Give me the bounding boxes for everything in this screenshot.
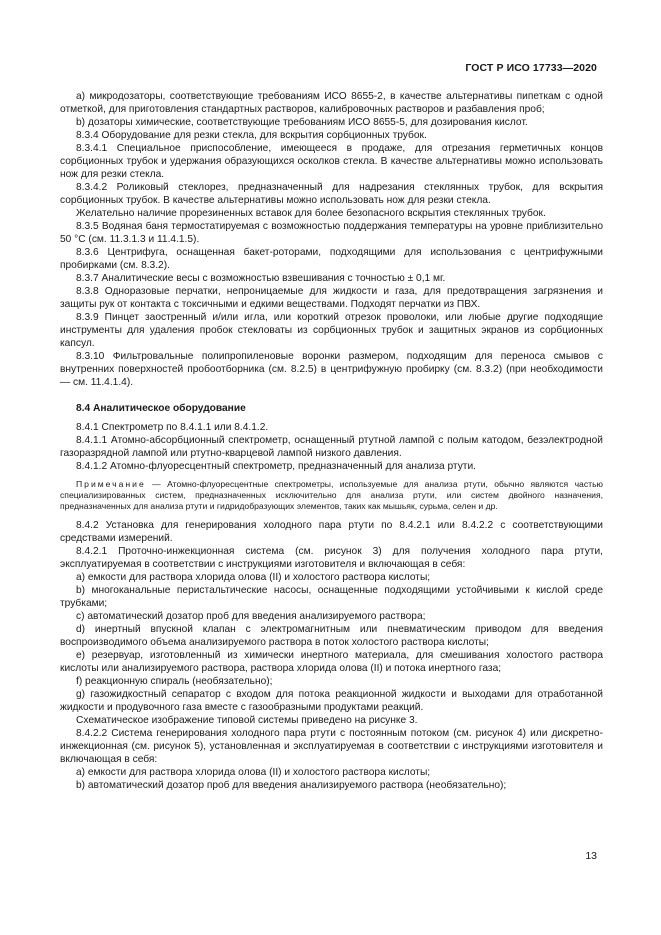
paragraph: 8.4.1.2 Атомно-флуоресцентный спектрометр, предназначенный для анализа ртути. <box>76 461 476 472</box>
list-item: d) инертный впускной клапан с электромагнитным или пневматическим приводом для введения воспроизводимого объема анализируемого раствора в поток холостого раствора кислоты; <box>60 624 603 648</box>
paragraph: 8.4.2.1 Проточно-инжекционная система (см. рисунок 3) для получения холодного пара ртути, эксплуатируемая в соответствии с инструкциями изготовителя и включающая в себя: <box>60 546 603 570</box>
paragraph: 8.3.6 Центрифуга, оснащенная бакет-роторами, подходящими для использования с центрифужными пробирками (см. 8.3.2). <box>60 247 603 271</box>
paragraph: 8.4.1.1 Атомно-абсорбционный спектрометр, оснащенный ртутной лампой с полым катодом, безэлектродной газоразрядной лампой или ртутно-кварцевой лампой низкого давления. <box>60 435 603 459</box>
page-number: 13 <box>585 850 597 862</box>
paragraph: 8.4.2.2 Система генерирования холодного пара ртути с постоянным потоком (см. рисунок 4) или дискретно-инжекционная (см. рисунок 5), установленная и эксплуатируемая в соответствии с инструкциями изготовителя и включающая в себя: <box>60 728 603 765</box>
paragraph: 8.3.5 Водяная баня термостатируемая с возможностью поддержания температуры на уровне приблизительно 50 °С (см. 11.3.1.3 и 11.4.1.5). <box>60 221 603 245</box>
list-item: b) автоматический дозатор проб для введения анализируемого раствора (необязательно); <box>76 780 507 791</box>
note <box>60 479 603 512</box>
paragraph: 8.3.8 Одноразовые перчатки, непроницаемые для жидкости и газа, для предотвращения загрязнения и защиты рук от контакта с токсичными и едкими веществами. Подходят перчатки из ПВХ. <box>60 286 603 310</box>
paragraph: 8.4.2 Установка для генерирования холодного пара ртути по 8.4.2.1 или 8.4.2.2 с соответствующими средствами измерений. <box>60 520 603 544</box>
paragraph: 8.3.4.2 Роликовый стеклорез, предназначенный для надрезания стеклянных трубок, для вскрытия сорбционных трубок. В качестве альтернативы можно использовать нож для резки стекла. <box>60 182 603 206</box>
document-body <box>60 90 603 792</box>
paragraph: b) дозаторы химические, соответствующие требованиям ИСО 8655-5, для дозирования кислот. <box>76 117 528 128</box>
list-item: f) реакционную спираль (необязательно); <box>76 676 273 687</box>
note-label: Примечание <box>76 479 146 489</box>
list-item: a) емкости для раствора хлорида олова (II) и холостого раствора кислоты; <box>76 572 431 583</box>
standard-header: ГОСТ Р ИСО 17733—2020 <box>465 62 597 74</box>
list-item: a) емкости для раствора хлорида олова (II) и холостого раствора кислоты; <box>76 767 431 778</box>
paragraph: 8.3.9 Пинцет заостренный и/или игла, или короткий отрезок проволоки, или любые другие подходящие инструменты для удаления пробок стекловаты из сорбционных трубок и защитных экранов из сорбционных капсул. <box>60 312 603 349</box>
list-item: e) резервуар, изготовленный из химически инертного материала, для смешивания холостого раствора кислоты или анализируемого раствора, раствора хлорида олова (II) и потока инертного газа; <box>60 650 603 674</box>
note-text: — Атомно-флуоресцентные спектрометры, используемые для анализа ртути, обычно являются частью специализированных систем, предназначенных исключительно для анализа ртути, или систем двойного назначения, предназначенных для анализа ртути и гидридобразующих элементов, таких как мышьяк, сурьма, селен и др. <box>60 479 603 511</box>
section-heading: 8.4 Аналитическое оборудование <box>76 403 246 414</box>
paragraph: 8.3.4.1 Специальное приспособление, имеющееся в продаже, для отрезания герметичных концов сорбционных трубок и удержания образующихся осколков стекла. В качестве альтернативы можно использовать нож для резки стекла. <box>60 143 603 180</box>
list-item: b) многоканальные перистальтические насосы, оснащенные подходящими устойчивыми к кислой среде трубками; <box>60 585 603 609</box>
paragraph: 8.3.7 Аналитические весы с возможностью взвешивания с точностью ± 0,1 мг. <box>76 273 446 284</box>
paragraph: Желательно наличие прорезиненных вставок для более безопасного вскрытия стеклянных трубок. <box>76 208 546 219</box>
paragraph: 8.4.1 Спектрометр по 8.4.1.1 или 8.4.1.2. <box>76 422 269 433</box>
paragraph: Схематическое изображение типовой системы приведено на рисунке 3. <box>76 715 418 726</box>
paragraph: 8.3.4 Оборудование для резки стекла, для вскрытия сорбционных трубок. <box>76 130 427 141</box>
list-item: g) газожидкостный сепаратор с входом для потока реакционной жидкости и выходами для отработанной жидкости и продувочного газа вместе с газообразными продуктами реакций. <box>60 689 603 713</box>
paragraph: a) микродозаторы, соответствующие требованиям ИСО 8655-2, в качестве альтернативы пипеткам с одной отметкой, для приготовления стандартных растворов, калибровочных растворов и разбавления проб; <box>60 91 603 115</box>
paragraph: 8.3.10 Фильтровальные полипропиленовые воронки размером, подходящим для переноса смывов с внутренних поверхностей пробоотборника (см. 8.2.5) в центрифужную пробирку (см. 8.3.2) (при необходимости — см. 11.4.1.4). <box>60 351 603 388</box>
list-item: c) автоматический дозатор проб для введения анализируемого раствора; <box>76 611 426 622</box>
